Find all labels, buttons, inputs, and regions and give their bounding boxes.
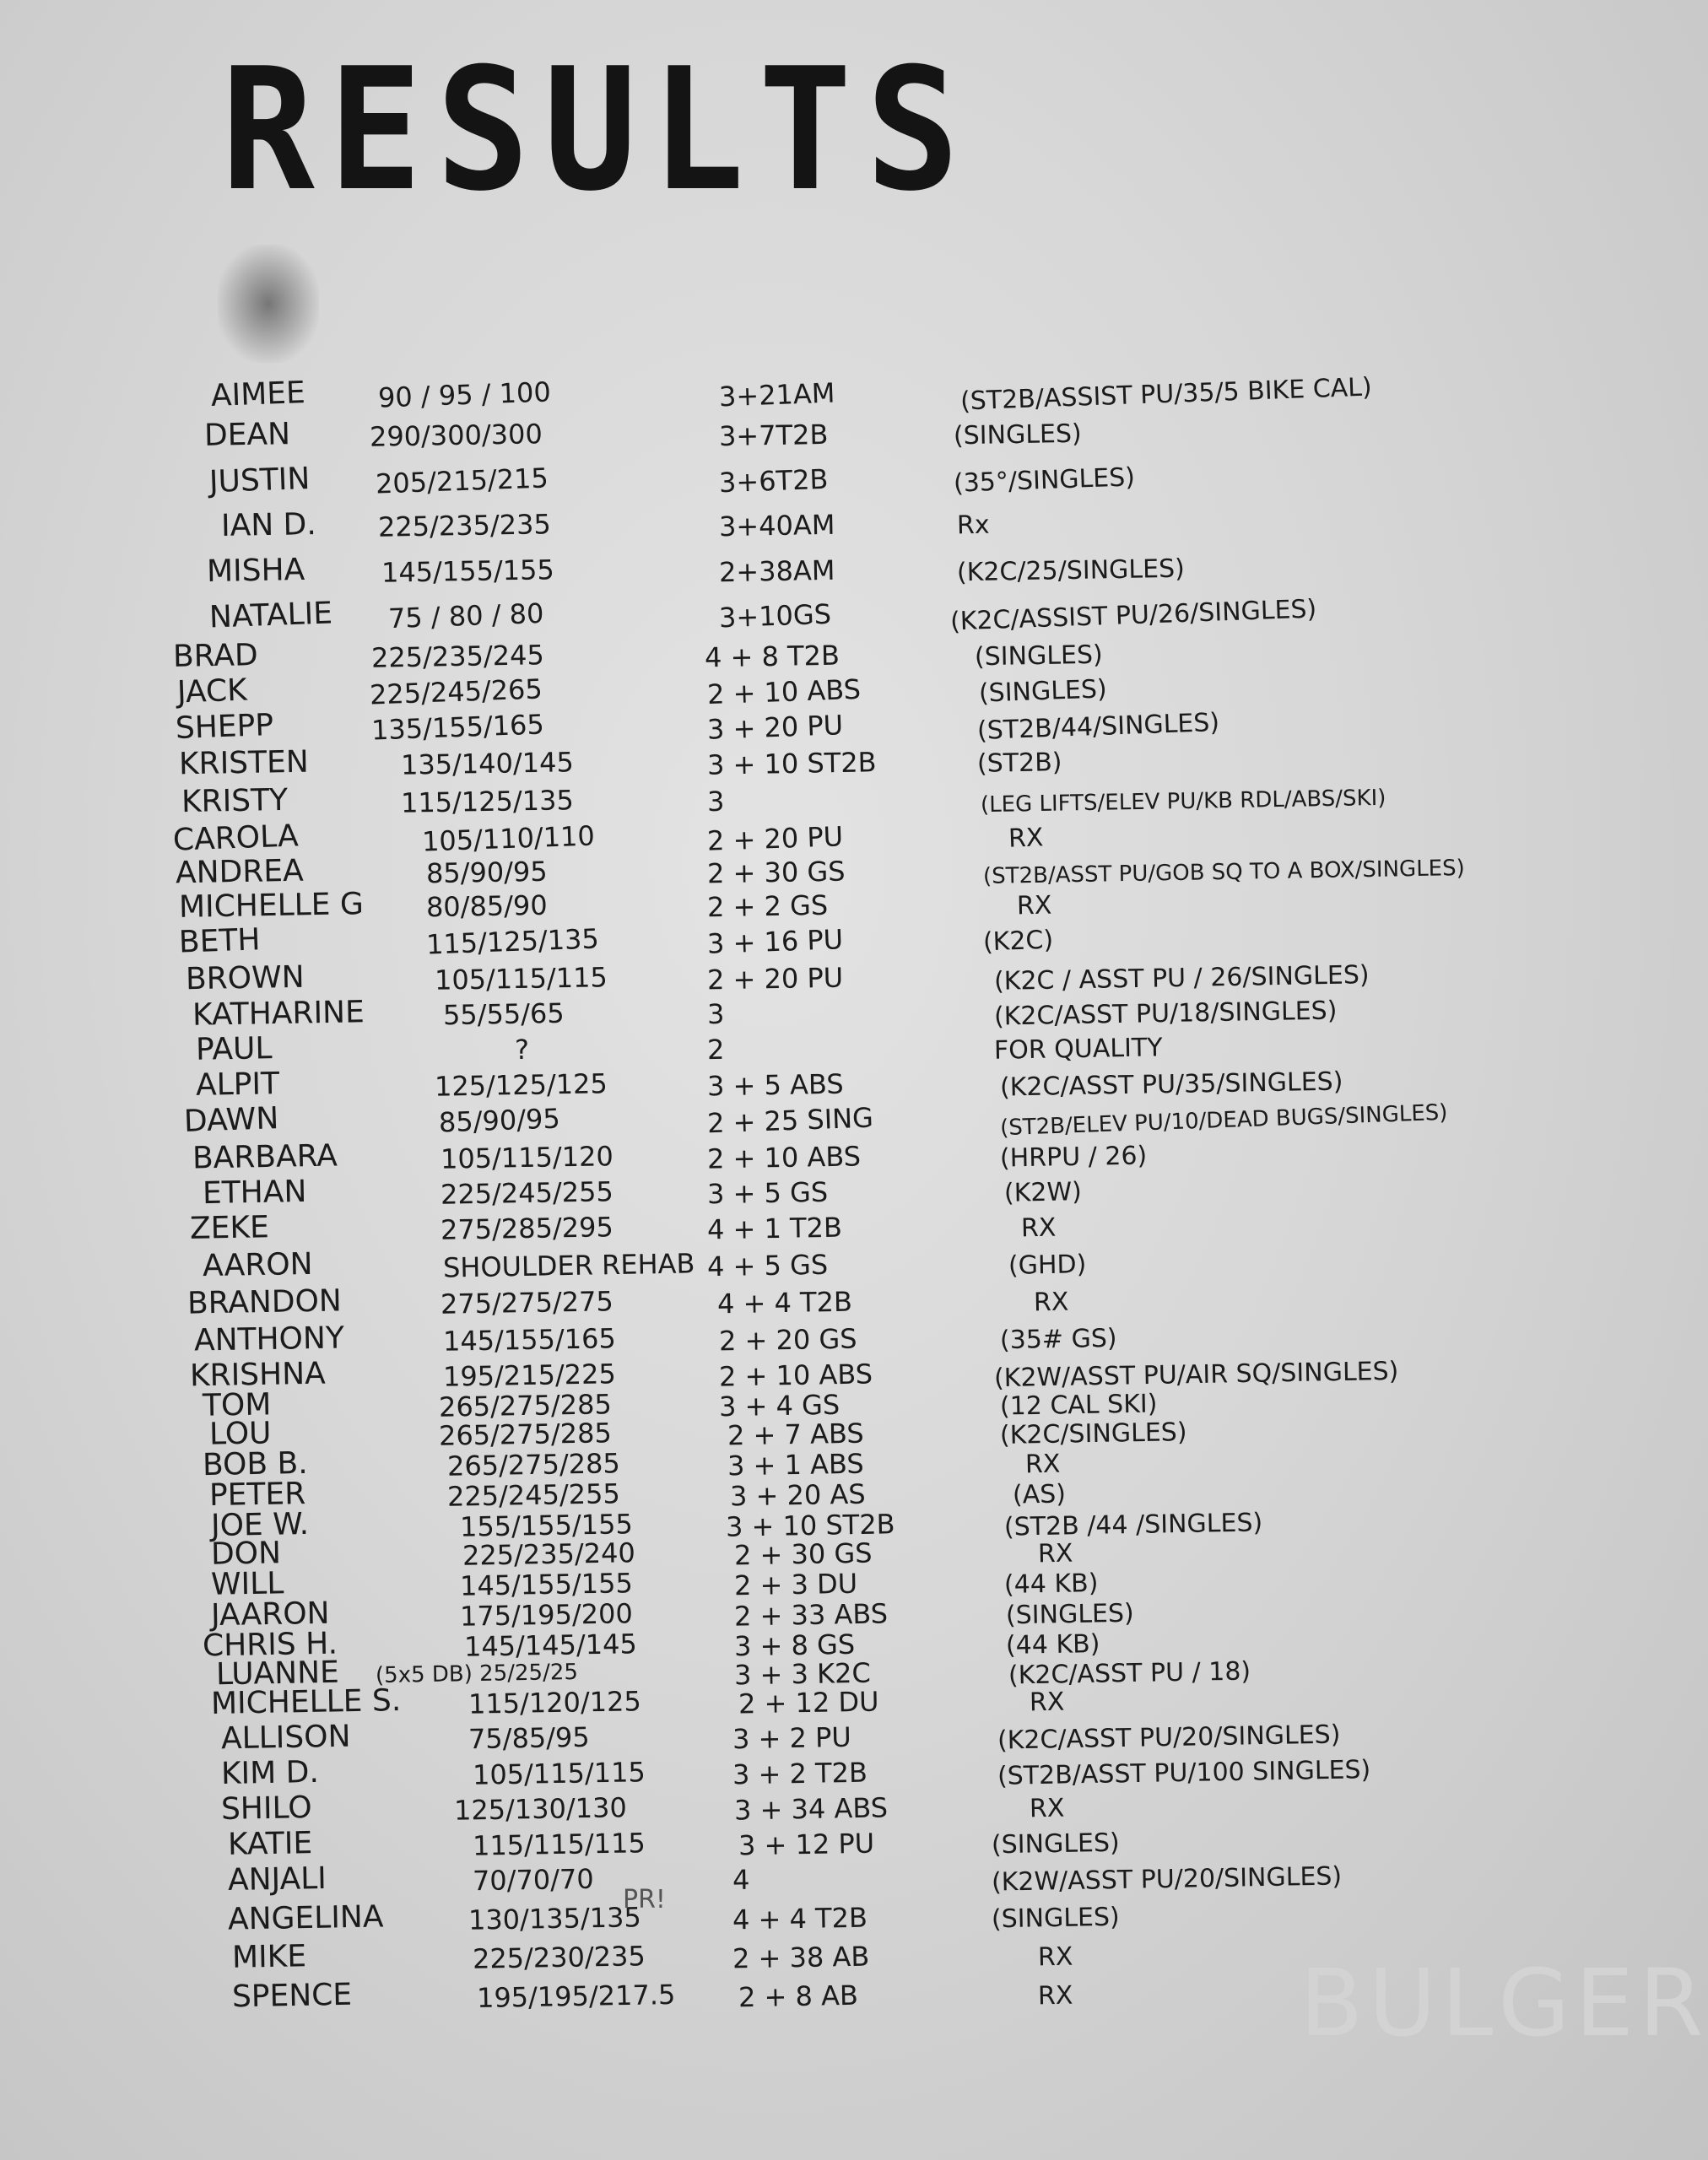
athlete-name: MIKE: [231, 1939, 307, 1975]
lift-weights: 265/275/285: [446, 1447, 621, 1482]
athlete-name: KATIE: [227, 1826, 313, 1862]
athlete-name: SHILO: [220, 1790, 312, 1827]
scaling-notes: (K2C/ASST PU/20/SINGLES): [997, 1720, 1341, 1756]
scaling-notes: (SINGLES): [1005, 1598, 1134, 1631]
athlete-name: MISHA: [206, 552, 305, 590]
scaling-notes: (K2C / ASST PU / 26/SINGLES): [993, 960, 1370, 996]
athlete-name: KRISTY: [181, 782, 289, 820]
lift-weights: 225/245/265: [369, 672, 543, 711]
score-value: 2: [706, 1033, 725, 1066]
score-value: 2 + 33 ABS: [733, 1597, 889, 1633]
athlete-name: ALLISON: [220, 1719, 351, 1757]
athlete-name: KRISHNA: [189, 1356, 327, 1394]
score-value: 3 + 10 ST2B: [706, 746, 877, 781]
athlete-name: KIM D.: [220, 1754, 320, 1792]
score-value: 3+6T2B: [718, 462, 830, 500]
page-title: RESULTS: [221, 32, 974, 229]
lift-weights: 115/120/125: [468, 1685, 642, 1720]
lift-weights: 225/235/235: [377, 508, 552, 543]
lift-weights: 75 / 80 / 80: [387, 597, 545, 635]
score-value: 4 + 1 T2B: [706, 1211, 843, 1246]
lift-weights: 125/130/130: [453, 1791, 628, 1827]
lift-weights: 265/275/285: [438, 1388, 613, 1423]
lift-weights: 205/215/215: [375, 462, 549, 500]
lift-weights: 125/125/125: [434, 1067, 608, 1103]
score-value: 3+10GS: [718, 597, 832, 634]
scaling-notes: (K2C/25/SINGLES): [956, 554, 1186, 588]
athlete-name: TOM: [202, 1387, 272, 1423]
score-value: 4 + 5 GS: [706, 1248, 829, 1283]
scaling-notes: RX: [1037, 1941, 1073, 1973]
scaling-notes: (AS): [1012, 1479, 1067, 1510]
lift-weights: 135/155/165: [370, 708, 545, 747]
scaling-notes: (K2C/SINGLES): [999, 1418, 1187, 1450]
athlete-name: ALPIT: [195, 1066, 280, 1103]
lift-weights: 90 / 95 / 100: [377, 375, 552, 414]
scaling-notes: (GHD): [1008, 1250, 1087, 1281]
scaling-notes: (K2C/ASST PU/18/SINGLES): [993, 996, 1338, 1032]
score-value: 2 + 20 PU: [706, 820, 844, 857]
athlete-name: MICHELLE G: [178, 887, 365, 925]
athlete-name: BARBARA: [192, 1138, 338, 1176]
lift-weights: 265/275/285: [438, 1417, 613, 1452]
scaling-notes: (K2C/ASST PU / 18): [1008, 1656, 1251, 1691]
athlete-name: ANTHONY: [193, 1320, 345, 1358]
score-value: 4 + 4 T2B: [716, 1285, 853, 1320]
scaling-notes: (K2W/ASST PU/20/SINGLES): [991, 1861, 1343, 1898]
score-value: 3: [706, 785, 725, 818]
lift-weights: 75/85/95: [468, 1720, 591, 1756]
scaling-notes: RX: [1033, 1287, 1069, 1318]
scaling-notes: (SINGLES): [953, 418, 1082, 451]
score-value: 3 + 20 PU: [706, 709, 844, 746]
athlete-name: JOE W.: [210, 1506, 310, 1544]
score-value: 2 + 20 PU: [706, 961, 844, 996]
athlete-name: JUSTIN: [208, 461, 311, 500]
lift-weights: 155/155/155: [459, 1508, 634, 1543]
score-value: 4 + 8 T2B: [704, 639, 840, 674]
lift-weights: 225/235/245: [370, 639, 545, 674]
scaling-notes: RX: [1016, 890, 1052, 921]
score-value: 2 + 10 ABS: [706, 1140, 862, 1175]
score-value: 3+21AM: [718, 376, 836, 413]
athlete-name: DEAN: [203, 417, 291, 453]
scaling-notes: RX: [1037, 1980, 1073, 2012]
score-value: 3 + 2 T2B: [732, 1756, 868, 1791]
athlete-name: SPENCE: [231, 1977, 353, 2015]
athlete-name: BRANDON: [186, 1283, 343, 1321]
lift-weights: 275/285/295: [440, 1211, 614, 1246]
lift-weights: 115/115/115: [472, 1827, 646, 1862]
athlete-name: AARON: [202, 1246, 313, 1284]
score-value: 3+40AM: [718, 508, 835, 543]
athlete-name: ANDREA: [175, 853, 305, 891]
lift-weights: ?: [514, 1033, 530, 1066]
score-value: 3 + 34 ABS: [733, 1791, 889, 1827]
scaling-notes: RX: [1008, 823, 1044, 854]
score-value: 3 + 3 K2C: [733, 1656, 872, 1692]
athlete-name: ANGELINA: [227, 1899, 384, 1937]
scaling-notes: (44 KB): [1005, 1629, 1100, 1660]
athlete-name: BOB B.: [202, 1445, 309, 1483]
lift-weights: (5x5 DB) 25/25/25: [375, 1659, 579, 1689]
score-value: 2 + 38 AB: [732, 1940, 870, 1975]
lift-weights: 195/215/225: [442, 1358, 617, 1393]
athlete-name: KRISTEN: [178, 744, 310, 782]
scaling-notes: (35# GS): [999, 1323, 1117, 1356]
lift-weights: 55/55/65: [442, 996, 565, 1032]
scaling-notes: (ST2B /44 /SINGLES): [1003, 1508, 1263, 1542]
athlete-name: NATALIE: [208, 596, 333, 635]
score-value: 2 + 2 GS: [706, 888, 829, 924]
score-value: 3 + 5 GS: [706, 1175, 829, 1211]
lift-weights: 175/195/200: [459, 1597, 634, 1633]
athlete-name: AIMEE: [210, 375, 306, 413]
score-value: 3 + 12 PU: [738, 1827, 875, 1862]
lift-weights: 115/125/135: [400, 784, 575, 819]
athlete-name: BETH: [178, 922, 262, 960]
score-value: 3: [706, 997, 725, 1031]
score-value: 2 + 10 ABS: [718, 1358, 873, 1393]
lift-weights: 70/70/70: [472, 1862, 595, 1898]
lift-weights: 85/90/95: [425, 855, 549, 890]
scaling-notes: (SINGLES): [991, 1902, 1120, 1935]
athlete-name: CHRIS H.: [202, 1626, 338, 1664]
scaling-notes: (K2W/ASST PU/AIR SQ/SINGLES): [993, 1356, 1399, 1394]
score-value: 3 + 20 AS: [729, 1477, 866, 1513]
scaling-notes: (LEG LIFTS/ELEV PU/KB RDL/ABS/SKI): [980, 785, 1386, 818]
athlete-name: ANJALI: [227, 1860, 327, 1898]
athlete-name: ZEKE: [189, 1210, 270, 1246]
athlete-name: DON: [210, 1536, 282, 1572]
score-value: 3 + 1 ABS: [727, 1447, 864, 1482]
athlete-name: CAROLA: [172, 818, 300, 858]
scaling-notes: (K2W): [1003, 1177, 1083, 1208]
lift-weights: 145/145/145: [463, 1628, 638, 1663]
scaling-notes: (ST2B/ASST PU/100 SINGLES): [997, 1755, 1371, 1791]
scaling-notes: (35°/SINGLES): [953, 462, 1136, 499]
score-value: 2 + 3 DU: [733, 1567, 858, 1602]
lift-weights: 115/125/135: [425, 922, 600, 961]
lift-weights: 195/195/217.5: [476, 1978, 676, 2015]
athlete-name: BROWN: [185, 959, 305, 997]
lift-weights: 225/235/240: [462, 1536, 636, 1572]
lift-weights: 130/135/135: [468, 1901, 642, 1936]
lift-weights: 275/275/275: [440, 1285, 614, 1320]
scaling-notes: (K2C/ASSIST PU/26/SINGLES): [949, 594, 1317, 637]
score-value: 2 + 25 SING: [706, 1101, 874, 1140]
athlete-name: ETHAN: [202, 1174, 307, 1212]
score-value: 2 + 30 GS: [733, 1536, 873, 1572]
score-value: 3 + 2 PU: [732, 1720, 852, 1756]
lift-weights: 145/155/155: [381, 554, 555, 589]
score-value: 3 + 16 PU: [706, 923, 844, 960]
score-value: 2+38AM: [718, 554, 835, 589]
scaling-notes: (ST2B/ASSIST PU/35/5 BIKE CAL): [959, 372, 1373, 417]
scaling-notes: (ST2B/44/SINGLES): [976, 708, 1220, 746]
scaling-notes: (K2C): [982, 925, 1054, 958]
score-value: 2 + 8 AB: [738, 1979, 859, 2014]
lift-weights: 105/115/120: [440, 1140, 614, 1175]
lift-weights: 135/140/145: [400, 746, 575, 781]
score-value: 2 + 10 ABS: [706, 672, 862, 711]
scaling-notes: (ST2B/ELEV PU/10/DEAD BUGS/SINGLES): [999, 1099, 1448, 1142]
scaling-notes: FOR QUALITY: [993, 1033, 1163, 1066]
score-value: 2 + 12 DU: [738, 1685, 879, 1720]
lift-weights: 225/245/255: [446, 1477, 621, 1513]
scaling-notes: (12 CAL SKI): [999, 1389, 1158, 1422]
score-value: 3 + 5 ABS: [706, 1067, 844, 1103]
lift-weights: SHOULDER REHAB: [442, 1247, 695, 1284]
ghost-text: BULGER: [1300, 1949, 1708, 2057]
scaling-notes: RX: [1037, 1538, 1073, 1569]
lift-weights: 225/245/255: [440, 1175, 614, 1211]
scaling-notes: (ST2B/ASST PU/GOB SQ TO A BOX/SINGLES): [982, 856, 1465, 889]
score-value: 3 + 8 GS: [733, 1628, 856, 1663]
lift-weights: 105/115/115: [472, 1756, 646, 1791]
score-value: 3+7T2B: [718, 418, 829, 453]
scaling-notes: (44 KB): [1003, 1569, 1099, 1600]
scaling-notes: (K2C/ASST PU/35/SINGLES): [999, 1066, 1343, 1103]
athlete-name: JAARON: [210, 1596, 330, 1634]
athlete-name: SHEPP: [175, 707, 274, 747]
lift-weights: 85/90/95: [438, 1102, 561, 1139]
scaling-notes: (SINGLES): [974, 640, 1103, 672]
pr-mark: PR!: [623, 1885, 666, 1914]
scaling-notes: (SINGLES): [991, 1828, 1120, 1860]
score-value: 3 + 10 ST2B: [725, 1508, 895, 1543]
athlete-name: LUANNE: [215, 1655, 340, 1693]
athlete-name: MICHELLE S.: [210, 1683, 402, 1721]
lift-weights: 105/110/110: [421, 819, 596, 858]
score-value: 2 + 30 GS: [706, 855, 846, 890]
lift-weights: 225/230/235: [472, 1940, 646, 1975]
score-value: 4: [732, 1863, 750, 1897]
athlete-name: DAWN: [183, 1101, 279, 1139]
scaling-notes: RX: [1020, 1212, 1057, 1244]
scaling-notes: RX: [1029, 1687, 1065, 1718]
marker-smudge: [218, 245, 319, 363]
score-value: 2 + 20 GS: [718, 1322, 857, 1358]
scaling-notes: (ST2B): [976, 748, 1062, 779]
score-value: 3 + 4 GS: [718, 1388, 840, 1423]
athlete-name: KATHARINE: [192, 995, 365, 1033]
scaling-notes: RX: [1024, 1449, 1061, 1480]
score-value: 2 + 7 ABS: [727, 1417, 864, 1452]
lift-weights: 290/300/300: [369, 418, 543, 453]
athlete-name: LOU: [208, 1416, 272, 1452]
score-value: 4 + 4 T2B: [732, 1901, 868, 1936]
lift-weights: 105/115/115: [434, 961, 608, 996]
athlete-name: PAUL: [195, 1031, 273, 1067]
athlete-name: WILL: [210, 1566, 284, 1602]
athlete-name: PETER: [208, 1477, 306, 1513]
athlete-name: JACK: [176, 672, 248, 710]
scaling-notes: RX: [1029, 1793, 1065, 1824]
lift-weights: 145/155/155: [459, 1567, 634, 1602]
scaling-notes: (SINGLES): [978, 674, 1108, 709]
lift-weights: 80/85/90: [425, 888, 549, 924]
athlete-name: BRAD: [172, 638, 258, 674]
scaling-notes: Rx: [956, 510, 990, 541]
athlete-name: IAN D.: [220, 507, 317, 543]
scaling-notes: (HRPU / 26): [999, 1141, 1148, 1174]
lift-weights: 145/155/165: [442, 1322, 617, 1358]
